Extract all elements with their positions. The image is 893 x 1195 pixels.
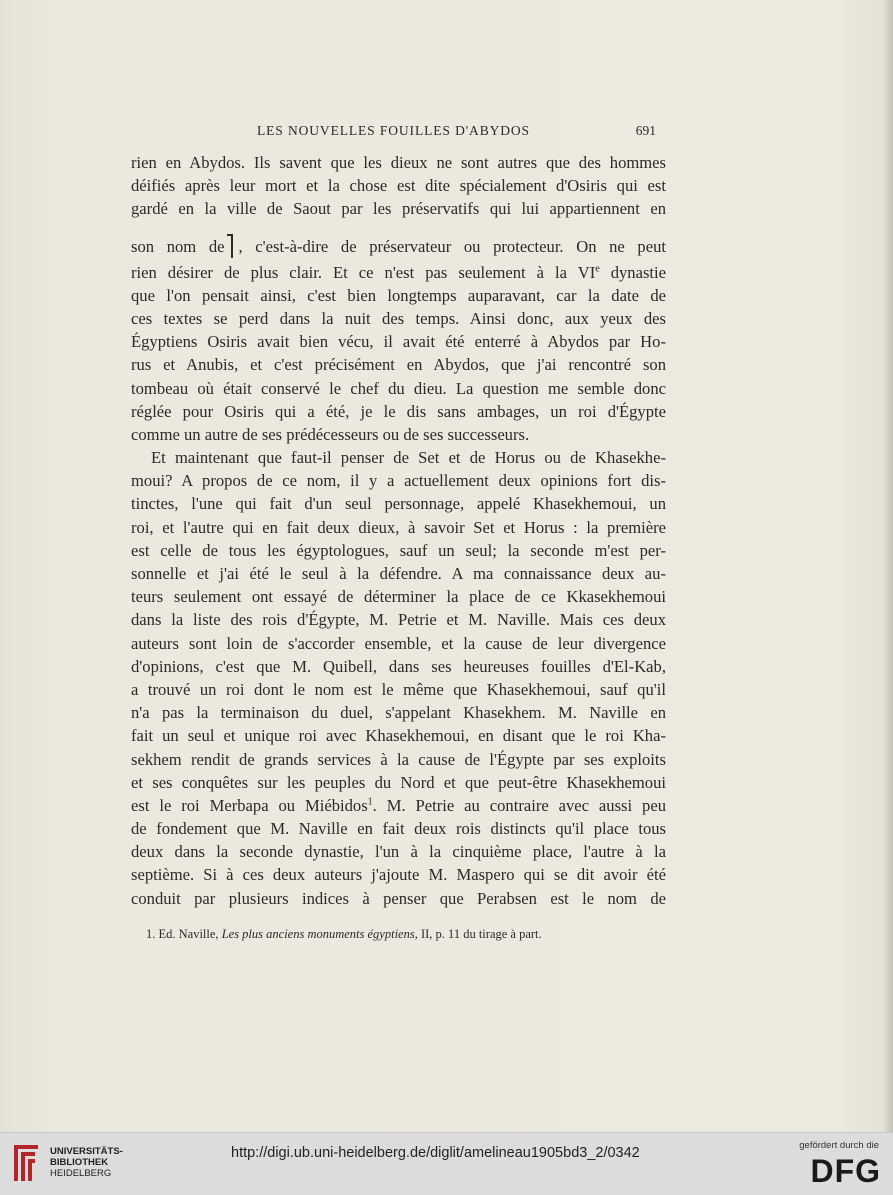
dfg-logo[interactable]: DFG [810, 1153, 881, 1189]
university-library-logo-icon[interactable] [8, 1141, 44, 1185]
text-line: de fondement que M. Naville en fait deux rois distincts qu'il place tous [131, 819, 666, 839]
text-line: n'a pas la terminaison du duel, s'appelant Khasekhem. M. Naville en [131, 703, 666, 723]
text-line: réglée pour Osiris qui a été, je le dis sans ambages, un roi d'Égypte [131, 401, 666, 421]
viewer-footer [0, 1132, 893, 1195]
text-line: moui? A propos de ce nom, il y a actuellement deux opinions fort dis- [131, 471, 666, 491]
page-edge-shadow [883, 0, 893, 1132]
text-line: est celle de tous les égyptologues, sauf un seul; la seconde m'est per- [131, 540, 666, 560]
footnote-prefix: 1. Ed. Naville, [146, 927, 222, 941]
footnote-title: Les plus anciens monuments égyptiens [221, 927, 415, 941]
text-line: gardé en la ville de Saout par les préservatifs qui lui appartiennent en [131, 199, 666, 219]
text-fragment: est le roi Merbapa ou Miébidos [131, 795, 368, 815]
text-line: tombeau où était conservé le chef du dieu. La question me semble donc [131, 378, 666, 398]
text-line: rien désirer de plus clair. Et ce n'est pas seulement à la VIe dynastie [131, 262, 666, 282]
body-text [131, 151, 666, 910]
text-line: que l'on pensait ainsi, c'est bien longtemps auparavant, car la date de [131, 285, 666, 305]
document-url-link[interactable]: http://digi.ub.uni-heidelberg.de/diglit/amelineau1905bd3_2/0342 [231, 1145, 640, 1161]
text-fragment: rien désirer de plus clair. Et ce n'est pas seulement à la VI [131, 262, 596, 282]
text-fragment: , c'est-à-dire de préservateur ou protecteur. On ne peut [238, 236, 666, 256]
footnote-marker: 1 [367, 796, 373, 808]
text-line: sonnelle et j'ai été le seul à la défendre. A ma connaissance deux au- [131, 564, 666, 583]
text-line: déifiés après leur mort et la chose est dite spécialement d'Osiris qui est [131, 176, 666, 196]
text-line: auteurs sont loin de s'accorder ensemble, et la cause de leur divergence [131, 633, 666, 653]
library-name: UNIVERSITÄTS- BIBLIOTHEK HEIDELBERG [50, 1146, 123, 1179]
text-line: ces textes se perd dans la nuit des temps. Ainsi donc, aux yeux des [131, 308, 666, 328]
footnote [146, 927, 666, 942]
text-line-with-footnote [131, 794, 666, 817]
running-title: LES NOUVELLES FOUILLES D'ABYDOS [257, 123, 530, 138]
text-line: deux dans la seconde dynastie, l'un à la cinquième place, l'autre à la [131, 842, 666, 862]
page-number: 691 [635, 123, 656, 138]
text-fragment: . M. Petrie au contraire avec aussi peu [372, 795, 666, 815]
text-line: sekhem rendit de grands services à la cause de l'Égypte par ses exploits [131, 749, 666, 769]
text-line: d'opinions, c'est que M. Quibell, dans ses heureuses fouilles d'El-Kab, [131, 656, 666, 676]
footnote-suffix: , II, p. 11 du tirage à part. [414, 927, 542, 941]
hieroglyph-icon [227, 234, 237, 258]
text-line: comme un autre de ses prédécesseurs ou de ses successeurs. [131, 424, 530, 444]
text-line: rus et Anubis, et c'est précisément en Abydos, que j'ai rencontré son [131, 355, 666, 375]
text-line: a trouvé un roi dont le nom est le même que Khasekhemoui, sauf qu'il [131, 679, 666, 699]
text-line: roi, et l'autre qui en fait deux dieux, à savoir Set et Horus : la première [131, 517, 666, 537]
text-line: Et maintenant que faut-il penser de Set et de Horus ou de Khasekhe- [151, 448, 666, 468]
text-line: fait un seul et unique roi avec Khasekhemoui, en disant que le roi Kha- [131, 726, 666, 746]
text-line: septième. Si à ces deux auteurs j'ajoute M. Maspero qui se dit avoir été [131, 865, 666, 885]
text-line: rien en Abydos. Ils savent que les dieux ne sont autres que des hommes [131, 153, 666, 172]
funded-by-label: gefördert durch die [799, 1140, 879, 1151]
text-fragment: son nom de [131, 236, 225, 256]
text-line: dans la liste des rois d'Égypte, M. Petrie et M. Naville. Mais ces deux [131, 610, 666, 630]
text-line: tinctes, l'une qui fait d'un seul personnage, appelé Khasekhemoui, un [131, 494, 666, 514]
text-line-with-hieroglyph [131, 221, 666, 261]
text-line: et ses conquêtes sur les peuples du Nord et que peut-être Khasekhemoui [131, 772, 666, 792]
text-line: teurs seulement ont essayé de déterminer la place de ce Kkasekhemoui [131, 587, 666, 607]
text-line: Égyptiens Osiris avait bien vécu, il avait été enterré à Abydos par Ho- [131, 332, 666, 352]
text-line: conduit par plusieurs indices à penser que Perabsen est le nom de [131, 888, 666, 908]
running-head [131, 123, 656, 143]
